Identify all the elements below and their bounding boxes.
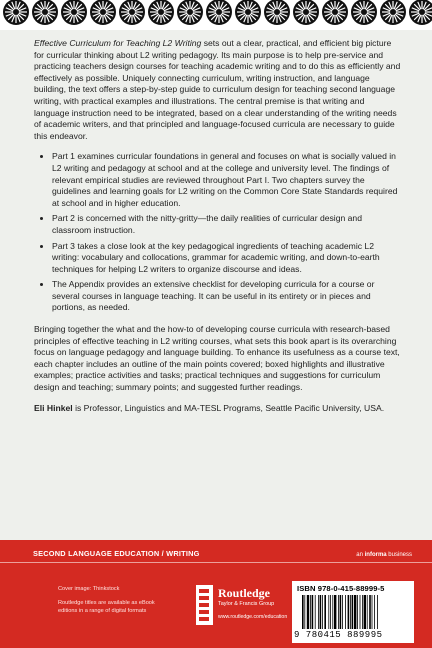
list-item: • Part 1 examines curricular foundations in general and focuses on what is socially valued in L2 writing and pedagogy at school and at the college and university level. The findings of relevant empirical studies are reviewed throughout Part I. Two chapters survey the guidelines and learning goals for L2 writing on the Common Core State Standards required at school and in higher education. — [52, 151, 402, 209]
author-name: Eli Hinkel — [34, 402, 73, 413]
author-bio-text: is Professor, Linguistics and MA-TESL Programs, Seattle Pacific University, USA. — [72, 402, 385, 413]
credits — [58, 585, 168, 621]
cover-credit: Cover image: Thinkstock — [58, 586, 120, 592]
routledge-logo — [196, 585, 288, 639]
description-block — [34, 38, 402, 423]
intro-text: sets out a clear, practical, and efficient big picture for curricular thinking about L2 writing pedagogy. Its main purpose is to help pre-service and practicing teachers design courses for teaching academic writing and to do this as efficiently and effectively as possible. Uniquely connecting curriculum, writing instruction, and language building, the text offers a step-by-step guide to curriculum design for teaching second language writing, with practical examples and illustrations. The central premise is that writing and language instruction need to be integrated, based on a clear understanding of the writing needs of academic writers, and that principled and language-focused curricula are necessary to guide this endeavor. — [34, 38, 401, 141]
list-item: • Part 2 is concerned with the nitty-gritty—the daily realities of curricular design and classroom instruction. — [52, 213, 402, 236]
list-item: • Part 3 takes a close look at the key pedagogical ingredients of teaching academic L2 writing: vocabulary and collocations, grammar for academic writing, and down-to-earth techniques for helping L2 writers to organize discourse and ideas. — [52, 241, 402, 276]
isbn-label: ISBN 978-0-415-88999-5 — [297, 584, 385, 593]
publisher-name: Routledge — [218, 586, 270, 600]
informa-business — [356, 552, 412, 558]
book-title-italic: Effective Curriculum for Teaching L2 Writing — [34, 38, 202, 48]
informa-suffix: business — [386, 552, 412, 558]
publisher-group: Taylor & Francis Group — [218, 601, 275, 607]
author-bio — [34, 403, 402, 415]
closing-paragraph: Bringing together the what and the how-to of developing course curricula with research-based principles of effective teaching in L2 writing courses, what sets this book apart is its overarching focus on language pedagogy and language building. To enhance its usefulness as a course text, each chapter includes an outline of the main points covered; boxed highlights and illustrative examples; practice activities and tasks; practical techniques and suggestions for curriculum design and teaching; summary points; and suggested further readings. — [34, 324, 400, 393]
informa-prefix: an — [356, 552, 365, 558]
routledge-mark-icon — [196, 585, 213, 625]
ebook-note: Routledge titles are available as eBook editions in a range of digital formats — [58, 600, 155, 614]
barcode-digits: 9 780415 889995 — [294, 630, 383, 640]
parts-list — [34, 151, 402, 314]
publisher-band — [0, 540, 432, 648]
series-label: SECOND LANGUAGE EDUCATION / WRITING — [33, 549, 200, 558]
informa-brand: informa — [364, 552, 387, 558]
decorative-header-band — [0, 0, 432, 30]
divider — [0, 562, 432, 563]
list-item: • The Appendix provides an extensive checklist for developing curricula for a course or several courses in language teaching. It can be useful in its entirety or in pieces and portions, as needed. — [52, 279, 402, 314]
publisher-url: www.routledge.com/education — [218, 614, 288, 620]
sunburst-pattern-icon — [0, 0, 432, 30]
intro-paragraph — [34, 38, 402, 142]
barcode-icon — [300, 595, 408, 629]
barcode-panel — [292, 581, 414, 643]
